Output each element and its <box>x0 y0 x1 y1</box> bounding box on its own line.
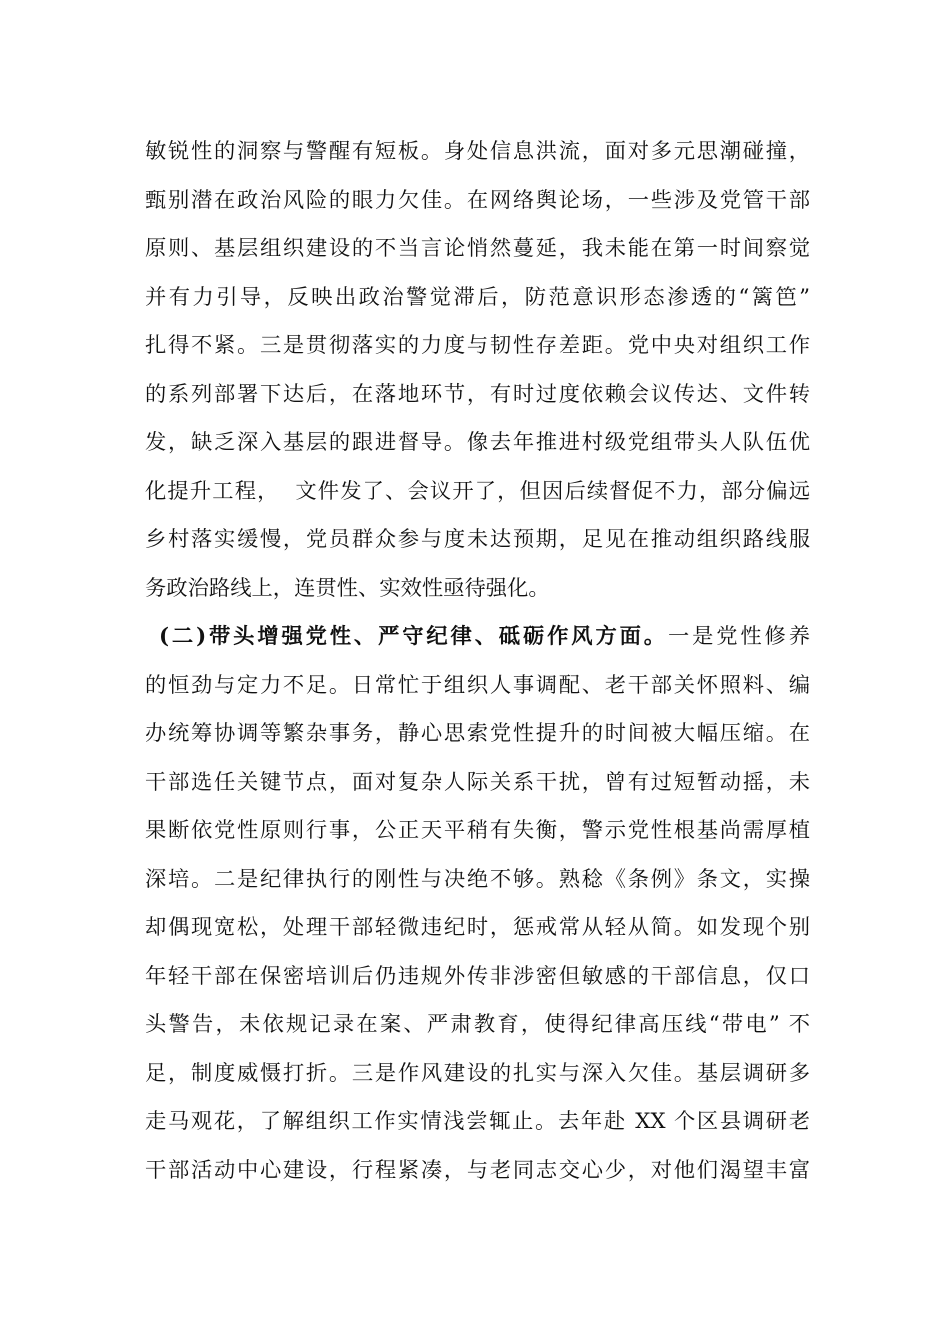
paragraph-line: 原则、基层组织建设的不当言论悄然蔓延，我未能在第一时间察觉 <box>145 236 810 261</box>
paragraph-line: 敏锐性的洞察与警醒有短板。身处信息洪流，面对多元思潮碰撞， <box>145 139 810 164</box>
paragraph-line: 果断依党性原则行事，公正天平稍有失衡，警示党性根基尚需厚植 <box>145 818 810 843</box>
paragraph-line: 干部活动中心建设，行程紧凑，与老同志交心少，对他们渴望丰富 <box>145 1157 810 1183</box>
paragraph-line: 乡村落实缓慢，党员群众参与度未达预期，足见在推动组织路线服 <box>145 527 810 552</box>
section-heading: (二)带头增强党性、严守纪律、砥砺作风方面。 <box>159 624 668 649</box>
paragraph-line: 深培。二是纪律执行的刚性与决绝不够。熟稔《条例》条文，实操 <box>145 866 810 892</box>
body-text <box>145 128 810 1195</box>
paragraph-line: 甄别潜在政治风险的眼力欠佳。在网络舆论场，一些涉及党管干部 <box>145 187 810 213</box>
paragraph-line: 头警告，未依规记录在案、严肃教育，使得纪律高压线“带电” 不 <box>145 1012 810 1037</box>
paragraph-line: 走马观花，了解组织工作实情浅尝辄止。去年赴 XX 个区县调研老 <box>145 1109 810 1134</box>
paragraph-line: 办统筹协调等繁杂事务，静心思索党性提升的时间被大幅压缩。在 <box>145 721 810 746</box>
paragraph-line: 的恒劲与定力不足。日常忙于组织人事调配、老干部关怀照料、编 <box>145 672 810 698</box>
paragraph-line: 却偶现宽松，处理干部轻微违纪时，惩戒常从轻从简。如发现个别 <box>145 915 810 940</box>
paragraph-line: 化提升工程， 文件发了、会议开了，但因后续督促不力，部分偏远 <box>145 478 810 504</box>
paragraph-line: 年轻干部在保密培训后仍违规外传非涉密但敏感的干部信息，仅口 <box>145 963 810 989</box>
section-heading-line <box>145 613 810 662</box>
section-heading-continuation: 一是党性修养 <box>667 624 810 649</box>
paragraph-line: 扎得不紧。三是贯彻落实的力度与韧性存差距。党中央对组织工作 <box>145 333 810 358</box>
paragraph-line: 的系列部署下达后，在落地环节，有时过度依赖会议传达、文件转 <box>145 381 810 407</box>
paragraph-line: 干部选任关键节点，面对复杂人际关系干扰，曾有过短暂动摇，未 <box>145 769 810 795</box>
paragraph-line: 务政治路线上，连贯性、实效性亟待强化。 <box>145 575 550 601</box>
paragraph-line: 并有力引导，反映出政治警觉滞后，防范意识形态渗透的“篱笆” <box>145 284 810 310</box>
paragraph-line: 足，制度威慑打折。三是作风建设的扎实与深入欠佳。基层调研多 <box>145 1060 810 1086</box>
paragraph-line: 发，缺乏深入基层的跟进督导。像去年推进村级党组带头人队伍优 <box>145 430 810 455</box>
